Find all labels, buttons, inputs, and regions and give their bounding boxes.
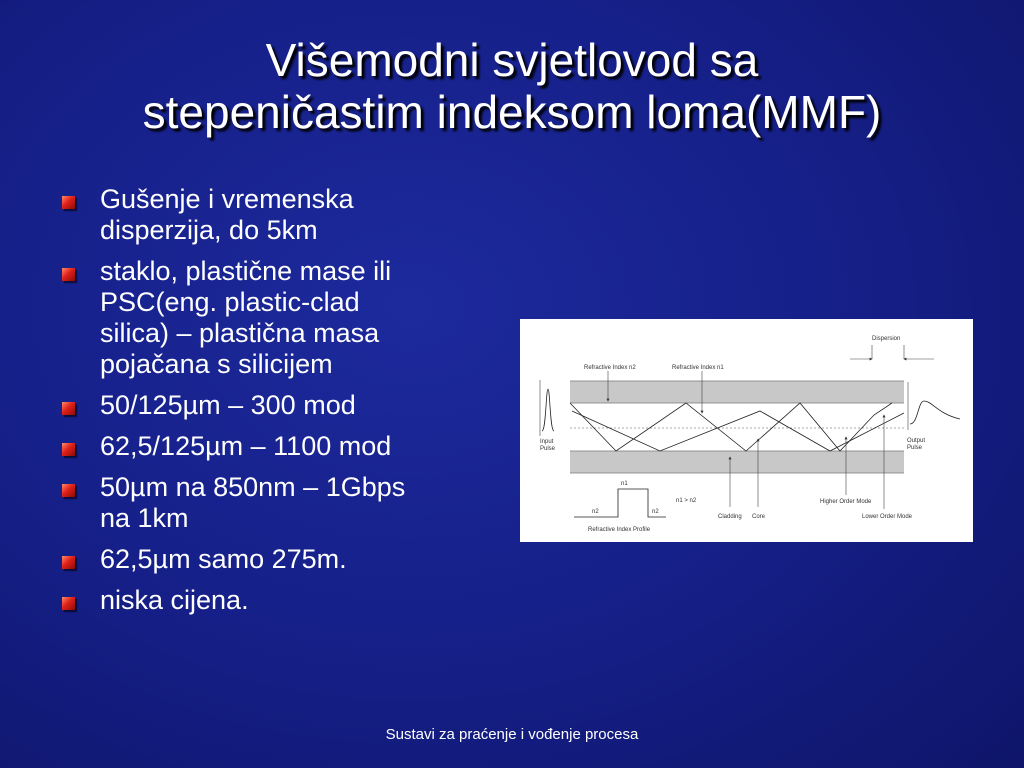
slide-title [0,34,1024,138]
bullet-square-icon [62,597,75,610]
bullet-line: 62,5/125µm – 1100 mod [100,431,392,461]
profile-n2-right-label: n2 [652,509,659,515]
fiber-diagram-svg [520,319,973,542]
bullet-line: silica) – plastična masa [100,318,380,348]
bullet-item [62,256,512,380]
core-label: Core [752,514,766,520]
output-pulse-label-1: Output [907,438,926,444]
cladding-bottom [570,451,904,473]
input-pulse-label-1: Input [540,439,554,445]
bullet-item [62,184,512,246]
cladding-label: Cladding [718,514,742,520]
bullet-line: 50µm na 850nm – 1Gbps [100,472,406,502]
bullet-item [62,390,512,421]
bullet-line: staklo, plastične mase ili [100,256,392,286]
title-line-2: stepeničastim indeksom loma(MMF) [142,86,882,138]
bullet-line: disperzija, do 5km [100,215,318,245]
bullet-item [62,472,512,534]
bullet-square-icon [62,556,75,569]
bullet-square-icon [62,484,75,497]
lower-order-mode-label: Lower Order Mode [862,514,913,520]
slide-footer: Sustavi za praćenje i vođenje procesa [385,726,639,743]
cladding-top [570,381,904,403]
bullet-item [62,585,512,616]
refractive-index-profile-label: Refractive Index Profile [588,527,651,533]
profile-n2-left-label: n2 [592,509,599,515]
bullet-line: pojačana s silicijem [100,349,333,379]
bullet-line: 50/125µm – 300 mod [100,390,356,420]
output-pulse-label-2: Pulse [907,445,923,451]
input-pulse-shape [542,389,554,431]
bullet-square-icon [62,196,75,209]
higher-order-mode-label: Higher Order Mode [820,499,872,505]
fiber-diagram [520,319,973,542]
profile-n1-label: n1 [621,481,628,487]
bullet-line: PSC(eng. plastic-clad [100,287,360,317]
bullet-square-icon [62,443,75,456]
bullet-item [62,544,512,575]
input-pulse-label-2: Pulse [540,446,556,452]
bullet-item [62,431,512,462]
dispersion-label: Dispersion [872,336,901,342]
output-pulse-shape [910,401,960,424]
title-line-1: Višemodni svjetlovod sa [265,34,759,86]
bullet-line: Gušenje i vremenska [100,184,354,214]
refractive-index-n2-label: Refractive Index n2 [584,365,636,371]
bullet-line: na 1km [100,503,189,533]
bullet-square-icon [62,402,75,415]
bullet-list [62,184,512,626]
bullet-square-icon [62,268,75,281]
bullet-line: 62,5µm samo 275m. [100,544,347,574]
n1-gt-n2-label: n1 > n2 [676,498,697,504]
refractive-index-n1-label: Refractive Index n1 [672,365,724,371]
bullet-line: niska cijena. [100,585,249,615]
